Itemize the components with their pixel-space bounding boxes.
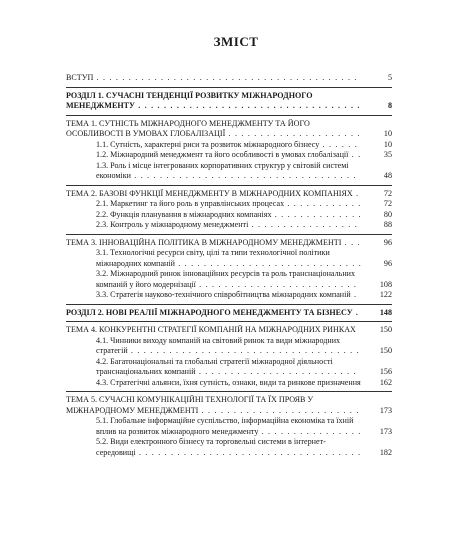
toc-entry-text [66, 238, 392, 249]
toc-page-number: 35 [383, 150, 392, 159]
toc-page-number: 10 [383, 129, 392, 138]
toc-entry-label: 3.2. Міжнародний ринок інноваційних ресурсів та роль транснаціональних компаній у його модернізації [96, 269, 356, 289]
toc-page-number: 162 [379, 377, 392, 387]
toc-entry-text [96, 437, 392, 458]
section-divider [66, 115, 392, 116]
section-divider [66, 185, 392, 186]
toc-entry-sub [66, 248, 392, 269]
toc-entry-line [96, 248, 392, 269]
toc-entry-line [96, 161, 392, 182]
toc-entry-sub [66, 210, 392, 221]
toc-entry-text [66, 119, 392, 140]
toc-entry-text [96, 290, 392, 301]
leader-dots: . . . . . . . . . . . . . . . . . . . . . . . . . . . . . . . . . . . [135, 447, 362, 457]
toc-entry-text [66, 73, 392, 84]
toc-entry-text [96, 357, 392, 378]
toc-entry-sub [66, 161, 392, 182]
toc-entry-line [66, 308, 392, 319]
leader-dots: . . . . . . . . . . . . . . . . . . . . . . . . . [195, 367, 357, 376]
toc-entry-topic [66, 119, 392, 140]
toc-page-number: 48 [383, 171, 392, 180]
leader-dots: . . . . . . . . . . . . . . . . . . . . . . . . . . . . . . . . . . . . [127, 346, 360, 355]
toc-page-number: 96 [383, 237, 392, 247]
leader-dots: . . . . . . . . . . . . . . . . . . . . . . . . . [195, 279, 358, 289]
toc-entry-label: 4.1. Чинники виходу компаній на світовий ринок та види міжнародних стратегій [96, 335, 341, 355]
toc-entry-text [96, 140, 392, 151]
toc-entry-line [66, 189, 392, 200]
toc-entry-line [96, 290, 392, 301]
toc-page-number: 173 [379, 405, 392, 415]
toc-page-number: 72 [383, 199, 392, 208]
toc-entry-section [66, 91, 392, 112]
toc-entry-label: ТЕМА 3. ІННОВАЦІЙНА ПОЛІТИКА В МІЖНАРОДНОМУ МЕНЕДЖМЕНТІ [66, 237, 342, 247]
toc-page-number: 5 [387, 73, 392, 82]
toc-entry-topic [66, 325, 392, 336]
toc-entry-text [96, 199, 392, 210]
leader-dots: . . . . . . . . . . . . [284, 199, 362, 208]
toc-entry-topic [66, 189, 392, 200]
toc-entry-line [96, 416, 392, 437]
toc-page-number: 182 [379, 447, 392, 457]
toc-entry-topic [66, 238, 392, 249]
toc-entry-line [66, 325, 392, 336]
toc-entry-line [96, 437, 392, 458]
toc-entry-label: ТЕМА 1. СУТНІСТЬ МІЖНАРОДНОГО МЕНЕДЖМЕНТУ ТА ЙОГО ОСОБЛИВОСТІ В УМОВАХ ГЛОБАЛІЗАЦІЇ [66, 118, 310, 138]
toc-page-number: 150 [379, 325, 392, 334]
toc-entry-label: ТЕМА 2. БАЗОВІ ФУНКЦІЇ МЕНЕДЖМЕНТУ В МІЖНАРОДНИХ КОМПАНІЯХ [66, 188, 353, 198]
toc-page-number: 156 [379, 367, 392, 376]
toc-entry-label: 5.1. Глобальне інформаційне суспільство, інформаційна економіка та їхній вплив на розвиток міжнародного менеджменту [96, 416, 354, 436]
toc-entry-text [66, 395, 392, 416]
toc-page-number: 80 [383, 209, 392, 219]
toc-entry-label: 4.2. Багатонаціональні та глобальні стратегії міжнародної діяльності транснаціональних компаній [96, 356, 333, 376]
toc-entry-label: 3.1. Технологічні ресурси світу, цілі та типи технологічної політики міжнародних компаній [96, 248, 330, 268]
leader-dots: . [352, 188, 360, 198]
toc-entry-label: 2.2. Функція планування в міжнародних компаніях [96, 209, 272, 219]
toc-entry-label: 1.3. Роль і місце інтегрованих корпоративних структур у світовій системі економіки [96, 160, 349, 180]
leader-dots: . . . . . . . . . . . . . . . . . [248, 220, 358, 229]
toc-page-number: 122 [379, 290, 392, 299]
leader-dots: . . . . . . [319, 139, 358, 149]
toc-entry-sub [66, 437, 392, 458]
toc-entry-line [96, 220, 392, 231]
toc-entry-label: ТЕМА 5. СУЧАСНІ КОМУНІКАЦІЙНІ ТЕХНОЛОГІЇ ТА ЇХ ПРОЯВ У МІЖНАРОДНОМУ МЕНЕДЖМЕНТІ [66, 395, 314, 415]
table-of-contents [66, 73, 392, 458]
leader-dots: . . . . . . . . . . . . . . [271, 209, 362, 219]
toc-page-number: 108 [379, 279, 392, 289]
toc-page-number: 8 [387, 101, 392, 110]
toc-entry-line [66, 238, 392, 249]
toc-entry-sub [66, 140, 392, 151]
toc-entry-text [66, 308, 392, 319]
toc-entry-sub [66, 150, 392, 161]
toc-entry-line [96, 269, 392, 290]
toc-entry-label: 2.3. Контроль у міжнародному менеджменті [96, 220, 249, 229]
leader-dots: . . . . . . . . . . . . . . . . . . . . . . . . . . . . . [174, 258, 362, 268]
toc-entry-intro [66, 73, 392, 84]
toc-entry-label: РОЗДІЛ 2. НОВІ РЕАЛІЇ МІЖНАРОДНОГО МЕНЕДЖМЕНТУ ТА БІЗНЕСУ [66, 307, 353, 317]
toc-entry-label: 1.2. Міжнародний менеджмент та його особливості в умовах глобалізації [96, 150, 349, 159]
leader-dots: . . . . . . . . . . . . . . . . . . . . . . . . . [198, 405, 360, 415]
section-divider [66, 321, 392, 322]
leader-dots: . . [348, 150, 362, 159]
toc-entry-topic [66, 395, 392, 416]
toc-entry-label: 2.1. Маркетинг та його роль в управлінських процесах [96, 199, 285, 208]
toc-entry-line [96, 210, 392, 221]
toc-page-number: 150 [379, 346, 392, 355]
leader-dots: . [350, 290, 358, 299]
toc-entry-line [66, 73, 392, 84]
section-divider [66, 391, 392, 392]
toc-entry-line [66, 119, 392, 140]
leader-dots: . . . . . . . . . . . . . . . . . . . . . . . . . . . . . . . . . . . [134, 101, 361, 110]
toc-entry-label: РОЗДІЛ 1. СУЧАСНІ ТЕНДЕНЦІЇ РОЗВИТКУ МІЖНАРОДНОГО МЕНЕДЖМЕНТУ [66, 90, 313, 110]
leader-dots: . . . . . . . . . . . . . . . . [258, 426, 362, 436]
toc-entry-line [96, 150, 392, 161]
toc-entry-line [96, 357, 392, 378]
page-title: ЗМІСТ [213, 34, 259, 49]
toc-page-number: 148 [379, 307, 392, 317]
toc-entry-label: ТЕМА 4. КОНКУРЕНТНІ СТРАТЕГІЇ КОМПАНІЙ НА МІЖНАРОДНИХ РИНКАХ [66, 325, 356, 334]
toc-entry-sub [66, 378, 392, 389]
toc-entry-sub [66, 199, 392, 210]
toc-entry-text [96, 269, 392, 290]
toc-entry-text [96, 248, 392, 269]
toc-entry-text [96, 161, 392, 182]
toc-entry-label: ВСТУП [66, 73, 94, 82]
leader-dots: . . . . . . . . . . . . . . . . . . . . . . . . . . . . . . . . . . . . . . . . . [93, 73, 358, 82]
section-divider [66, 87, 392, 88]
toc-entry-text [96, 220, 392, 231]
toc-page-number: 96 [383, 258, 392, 268]
toc-entry-text [96, 150, 392, 161]
toc-entry-sub [66, 269, 392, 290]
toc-entry-line [96, 199, 392, 210]
toc-entry-label: 3.3. Стратегія науково-технічного співробітництва міжнародних компаній [96, 290, 351, 299]
toc-entry-line [66, 395, 392, 416]
toc-entry-text [96, 416, 392, 437]
toc-entry-sub [66, 357, 392, 378]
toc-page-number: 10 [383, 139, 392, 149]
toc-entry-label: 1.1. Сутність, характерні риси та розвиток міжнародного бізнесу [96, 139, 320, 149]
toc-entry-line [66, 91, 392, 112]
toc-page-number: 88 [383, 220, 392, 229]
toc-entry-line [96, 140, 392, 151]
leader-dots: . . . [341, 237, 361, 247]
leader-dots: . . . . . . . . . . . . . . . . . . . . . [225, 129, 361, 138]
toc-entry-sub [66, 290, 392, 301]
section-divider [66, 234, 392, 235]
toc-entry-sub [66, 220, 392, 231]
toc-entry-sub [66, 416, 392, 437]
toc-entry-line [96, 378, 392, 389]
toc-entry-text [96, 210, 392, 221]
toc-page-number: 72 [383, 188, 392, 198]
toc-entry-text [66, 189, 392, 200]
section-divider [66, 304, 392, 305]
toc-page-number: 173 [379, 426, 392, 436]
toc-entry-text [66, 91, 392, 112]
leader-dots: . [352, 307, 360, 317]
leader-dots: . . . . . . . . . . . . . . . . . . . . . . . . . . . . . . . . . . . [131, 171, 357, 180]
toc-entry-label: 5.2. Види електронного бізнесу та торговельні системи в інтернет-середовищі [96, 437, 326, 457]
toc-entry-text [96, 336, 392, 357]
toc-entry-sub [66, 336, 392, 357]
toc-entry-text [96, 378, 392, 389]
toc-entry-section [66, 308, 392, 319]
toc-entry-line [96, 336, 392, 357]
toc-entry-label: 4.3. Стратегічні альянси, їхня сутність, ознаки, види та ринкове призначення [96, 377, 361, 387]
toc-entry-text [66, 325, 392, 336]
